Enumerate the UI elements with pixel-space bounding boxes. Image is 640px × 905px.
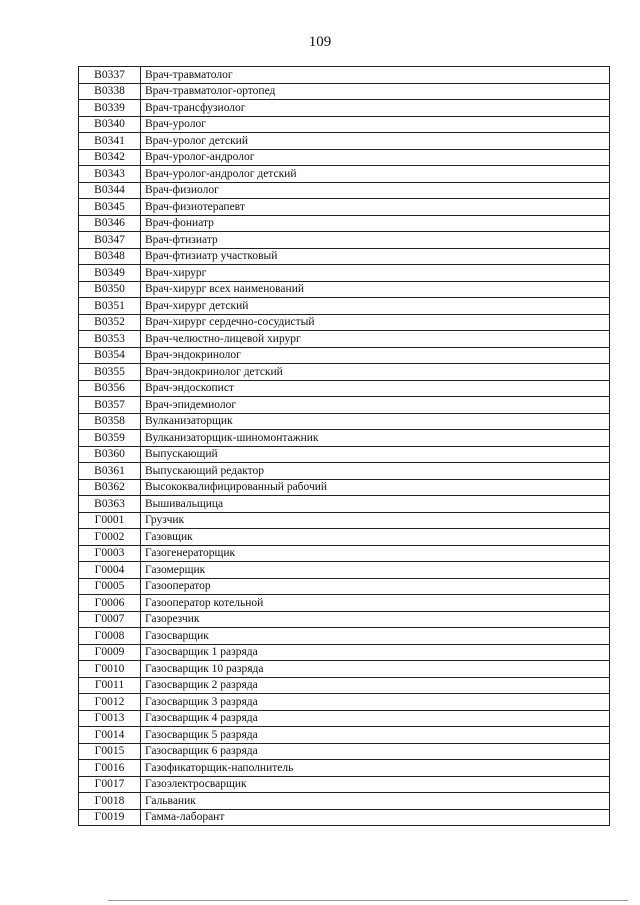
occupation-name: Газогенераторщик [141,545,610,562]
occupation-code: Г0007 [79,611,141,628]
occupation-code: В0362 [79,479,141,496]
table-row [79,512,610,529]
occupation-name: Выпускающий редактор [141,463,610,480]
table-row [79,199,610,216]
table-row [79,347,610,364]
occupation-name: Гальваник [141,793,610,810]
table-row [79,248,610,265]
table-row [79,265,610,282]
occupation-code: Г0013 [79,710,141,727]
occupation-code: В0346 [79,215,141,232]
occupation-name: Врач-хирург всех наименований [141,281,610,298]
occupation-code: В0356 [79,380,141,397]
table-row [79,611,610,628]
occupation-code: В0351 [79,298,141,315]
table-row [79,463,610,480]
occupation-name: Газофикаторщик-наполнитель [141,760,610,777]
occupation-name: Газосварщик 5 разряда [141,727,610,744]
occupation-name: Газосварщик 6 разряда [141,743,610,760]
table-row [79,644,610,661]
occupation-code: В0358 [79,413,141,430]
table-row [79,809,610,826]
table-row [79,479,610,496]
occupation-name: Газооператор [141,578,610,595]
occupation-name: Врач-эндокринолог детский [141,364,610,381]
occupation-code: Г0019 [79,809,141,826]
occupation-name: Врач-эпидемиолог [141,397,610,414]
occupation-name: Высококвалифицированный рабочий [141,479,610,496]
table-row [79,133,610,150]
occupation-name: Гамма-лаборант [141,809,610,826]
occupation-name: Газооператор котельной [141,595,610,612]
table-body [79,67,610,826]
occupation-name: Газосварщик [141,628,610,645]
occupation-name: Врач-физиотерапевт [141,199,610,216]
occupation-name: Грузчик [141,512,610,529]
table-row [79,694,610,711]
table-row [79,232,610,249]
table-row [79,100,610,117]
table-row [79,595,610,612]
occupation-code: Г0018 [79,793,141,810]
table-row [79,331,610,348]
occupation-code: Г0005 [79,578,141,595]
table-row [79,661,610,678]
occupation-code: В0347 [79,232,141,249]
table-row [79,116,610,133]
table-row [79,314,610,331]
occupation-name: Врач-челюстно-лицевой хирург [141,331,610,348]
occupation-code: В0348 [79,248,141,265]
table-row [79,430,610,447]
occupation-name: Газоэлектросварщик [141,776,610,793]
occupation-code: В0344 [79,182,141,199]
table-row [79,364,610,381]
table-row [79,298,610,315]
occupation-code: В0342 [79,149,141,166]
occupation-code: Г0004 [79,562,141,579]
occupation-code: Г0001 [79,512,141,529]
occupation-code: В0357 [79,397,141,414]
table-row [79,562,610,579]
occupation-name: Врач-фтизиатр участковый [141,248,610,265]
occupation-name: Газосварщик 4 разряда [141,710,610,727]
occupation-code: В0360 [79,446,141,463]
table-row [79,397,610,414]
occupation-code: В0338 [79,83,141,100]
table-row [79,628,610,645]
occupation-name: Врач-эндоскопист [141,380,610,397]
occupation-code: Г0002 [79,529,141,546]
occupation-name: Врач-эндокринолог [141,347,610,364]
occupation-code: Г0008 [79,628,141,645]
occupation-code: В0339 [79,100,141,117]
occupation-name: Газосварщик 10 разряда [141,661,610,678]
occupation-name: Вышивальщица [141,496,610,513]
occupation-code: В0345 [79,199,141,216]
table-row [79,166,610,183]
occupation-name: Врач-фтизиатр [141,232,610,249]
table-row [79,776,610,793]
occupation-name: Выпускающий [141,446,610,463]
occupation-name: Врач-хирург сердечно-сосудистый [141,314,610,331]
occupation-name: Врач-трансфузиолог [141,100,610,117]
table-row [79,67,610,84]
table-row [79,677,610,694]
occupation-name: Врач-травматолог [141,67,610,84]
occupation-code: Г0009 [79,644,141,661]
occupation-code: Г0006 [79,595,141,612]
occupation-name: Газосварщик 1 разряда [141,644,610,661]
occupation-name: Газовщик [141,529,610,546]
occupation-code: Г0014 [79,727,141,744]
occupation-code: В0341 [79,133,141,150]
occupation-name: Врач-уролог детский [141,133,610,150]
table-row [79,545,610,562]
occupation-code: Г0017 [79,776,141,793]
occupation-code: Г0003 [79,545,141,562]
occupation-code: В0355 [79,364,141,381]
occupation-code: Г0010 [79,661,141,678]
occupation-name: Вулканизаторщик-шиномонтажник [141,430,610,447]
occupation-name: Газорезчик [141,611,610,628]
table-row [79,182,610,199]
occupation-name: Врач-уролог-андролог [141,149,610,166]
occupation-code: В0359 [79,430,141,447]
occupation-code: В0354 [79,347,141,364]
occupation-name: Врач-травматолог-ортопед [141,83,610,100]
table-row [79,710,610,727]
occupation-code: В0337 [79,67,141,84]
occupation-code: В0343 [79,166,141,183]
table-row [79,496,610,513]
page-edge-line [108,900,628,901]
occupation-name: Газомерщик [141,562,610,579]
occupation-name: Врач-уролог [141,116,610,133]
table-row [79,793,610,810]
table-row [79,743,610,760]
table-row [79,215,610,232]
table-row [79,413,610,430]
occupation-name: Вулканизаторщик [141,413,610,430]
occupation-code: Г0015 [79,743,141,760]
occupation-codes-table [78,66,610,826]
occupation-name: Газосварщик 2 разряда [141,677,610,694]
table-row [79,380,610,397]
occupation-name: Врач-уролог-андролог детский [141,166,610,183]
table-row [79,760,610,777]
table-row [79,281,610,298]
occupation-name: Врач-хирург детский [141,298,610,315]
occupation-code: В0350 [79,281,141,298]
occupation-code: В0352 [79,314,141,331]
table-row [79,149,610,166]
table-row [79,578,610,595]
occupation-code: В0340 [79,116,141,133]
occupation-code: Г0012 [79,694,141,711]
occupation-name: Врач-физиолог [141,182,610,199]
occupation-code: В0361 [79,463,141,480]
table-row [79,727,610,744]
occupation-name: Газосварщик 3 разряда [141,694,610,711]
table-row [79,446,610,463]
occupation-code: В0363 [79,496,141,513]
table-row [79,529,610,546]
table-row [79,83,610,100]
page-number: 109 [308,34,332,50]
occupation-code: В0349 [79,265,141,282]
occupation-code: Г0011 [79,677,141,694]
occupation-name: Врач-фониатр [141,215,610,232]
occupation-code: В0353 [79,331,141,348]
occupation-name: Врач-хирург [141,265,610,282]
occupation-code: Г0016 [79,760,141,777]
